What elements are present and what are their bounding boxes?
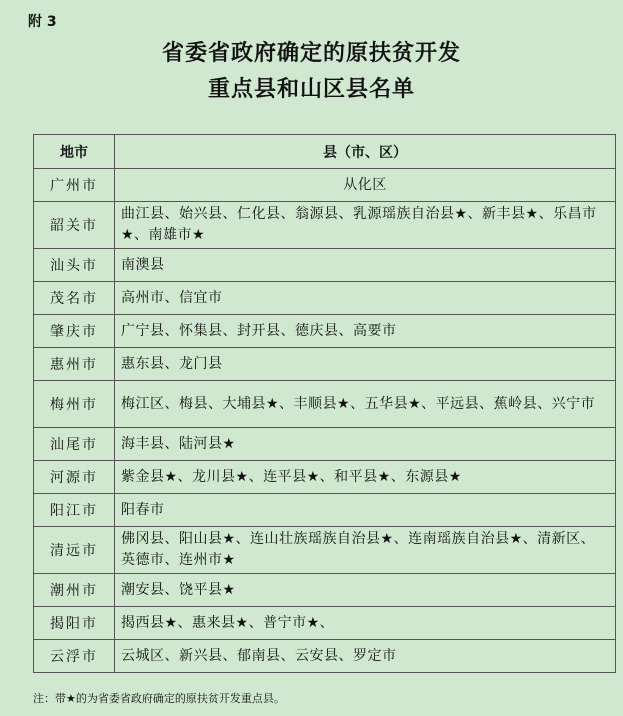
city-cell: 惠州市 [34, 348, 115, 381]
county-table [33, 134, 616, 673]
counties-cell: 南澳县 [115, 249, 616, 282]
city-cell: 韶关市 [34, 202, 115, 249]
counties-cell: 阳春市 [115, 494, 616, 527]
city-cell: 揭阳市 [34, 607, 115, 640]
table-row [34, 428, 616, 461]
table-row [34, 607, 616, 640]
counties-cell: 海丰县、陆河县★ [115, 428, 616, 461]
title-line-1: 省委省政府确定的原扶贫开发 [161, 41, 461, 66]
city-cell: 茂名市 [34, 282, 115, 315]
footnote: 注：带★的为省委省政府确定的原扶贫开发重点县。 [33, 692, 285, 705]
table-row [34, 640, 616, 673]
counties-cell: 曲江县、始兴县、仁化县、翁源县、乳源瑶族自治县★、新丰县★、乐昌市★、南雄市★ [115, 202, 616, 249]
title-line-2: 重点县和山区县名单 [207, 77, 415, 102]
city-cell: 阳江市 [34, 494, 115, 527]
city-cell: 潮州市 [34, 574, 115, 607]
counties-cell: 紫金县★、龙川县★、连平县★、和平县★、东源县★ [115, 461, 616, 494]
header-counties: 县（市、区） [115, 135, 616, 169]
table-row [34, 461, 616, 494]
city-cell: 云浮市 [34, 640, 115, 673]
city-cell: 汕头市 [34, 249, 115, 282]
counties-cell: 从化区 [115, 169, 616, 202]
appendix-label: 附 3 [28, 14, 57, 30]
counties-cell: 佛冈县、阳山县★、连山壮族瑶族自治县★、连南瑶族自治县★、清新区、英德市、连州市★ [115, 527, 616, 574]
city-cell: 广州市 [34, 169, 115, 202]
city-cell: 梅州市 [34, 381, 115, 428]
table-row [34, 527, 616, 574]
city-cell: 清远市 [34, 527, 115, 574]
counties-cell: 惠东县、龙门县 [115, 348, 616, 381]
counties-cell: 揭西县★、惠来县★、普宁市★、 [115, 607, 616, 640]
header-city: 地市 [34, 135, 115, 169]
counties-cell: 潮安县、饶平县★ [115, 574, 616, 607]
table-row [34, 348, 616, 381]
counties-cell: 梅江区、梅县、大埔县★、丰顺县★、五华县★、平远县、蕉岭县、兴宁市 [115, 381, 616, 428]
table-row [34, 574, 616, 607]
city-cell: 河源市 [34, 461, 115, 494]
city-cell: 肇庆市 [34, 315, 115, 348]
city-cell: 汕尾市 [34, 428, 115, 461]
table-row [34, 315, 616, 348]
table-row [34, 249, 616, 282]
counties-cell: 高州市、信宜市 [115, 282, 616, 315]
counties-cell: 云城区、新兴县、郁南县、云安县、罗定市 [115, 640, 616, 673]
table-row [34, 282, 616, 315]
table-row [34, 381, 616, 428]
counties-cell: 广宁县、怀集县、封开县、德庆县、高要市 [115, 315, 616, 348]
table-row [34, 494, 616, 527]
table-row [34, 202, 616, 249]
table-row [34, 169, 616, 202]
